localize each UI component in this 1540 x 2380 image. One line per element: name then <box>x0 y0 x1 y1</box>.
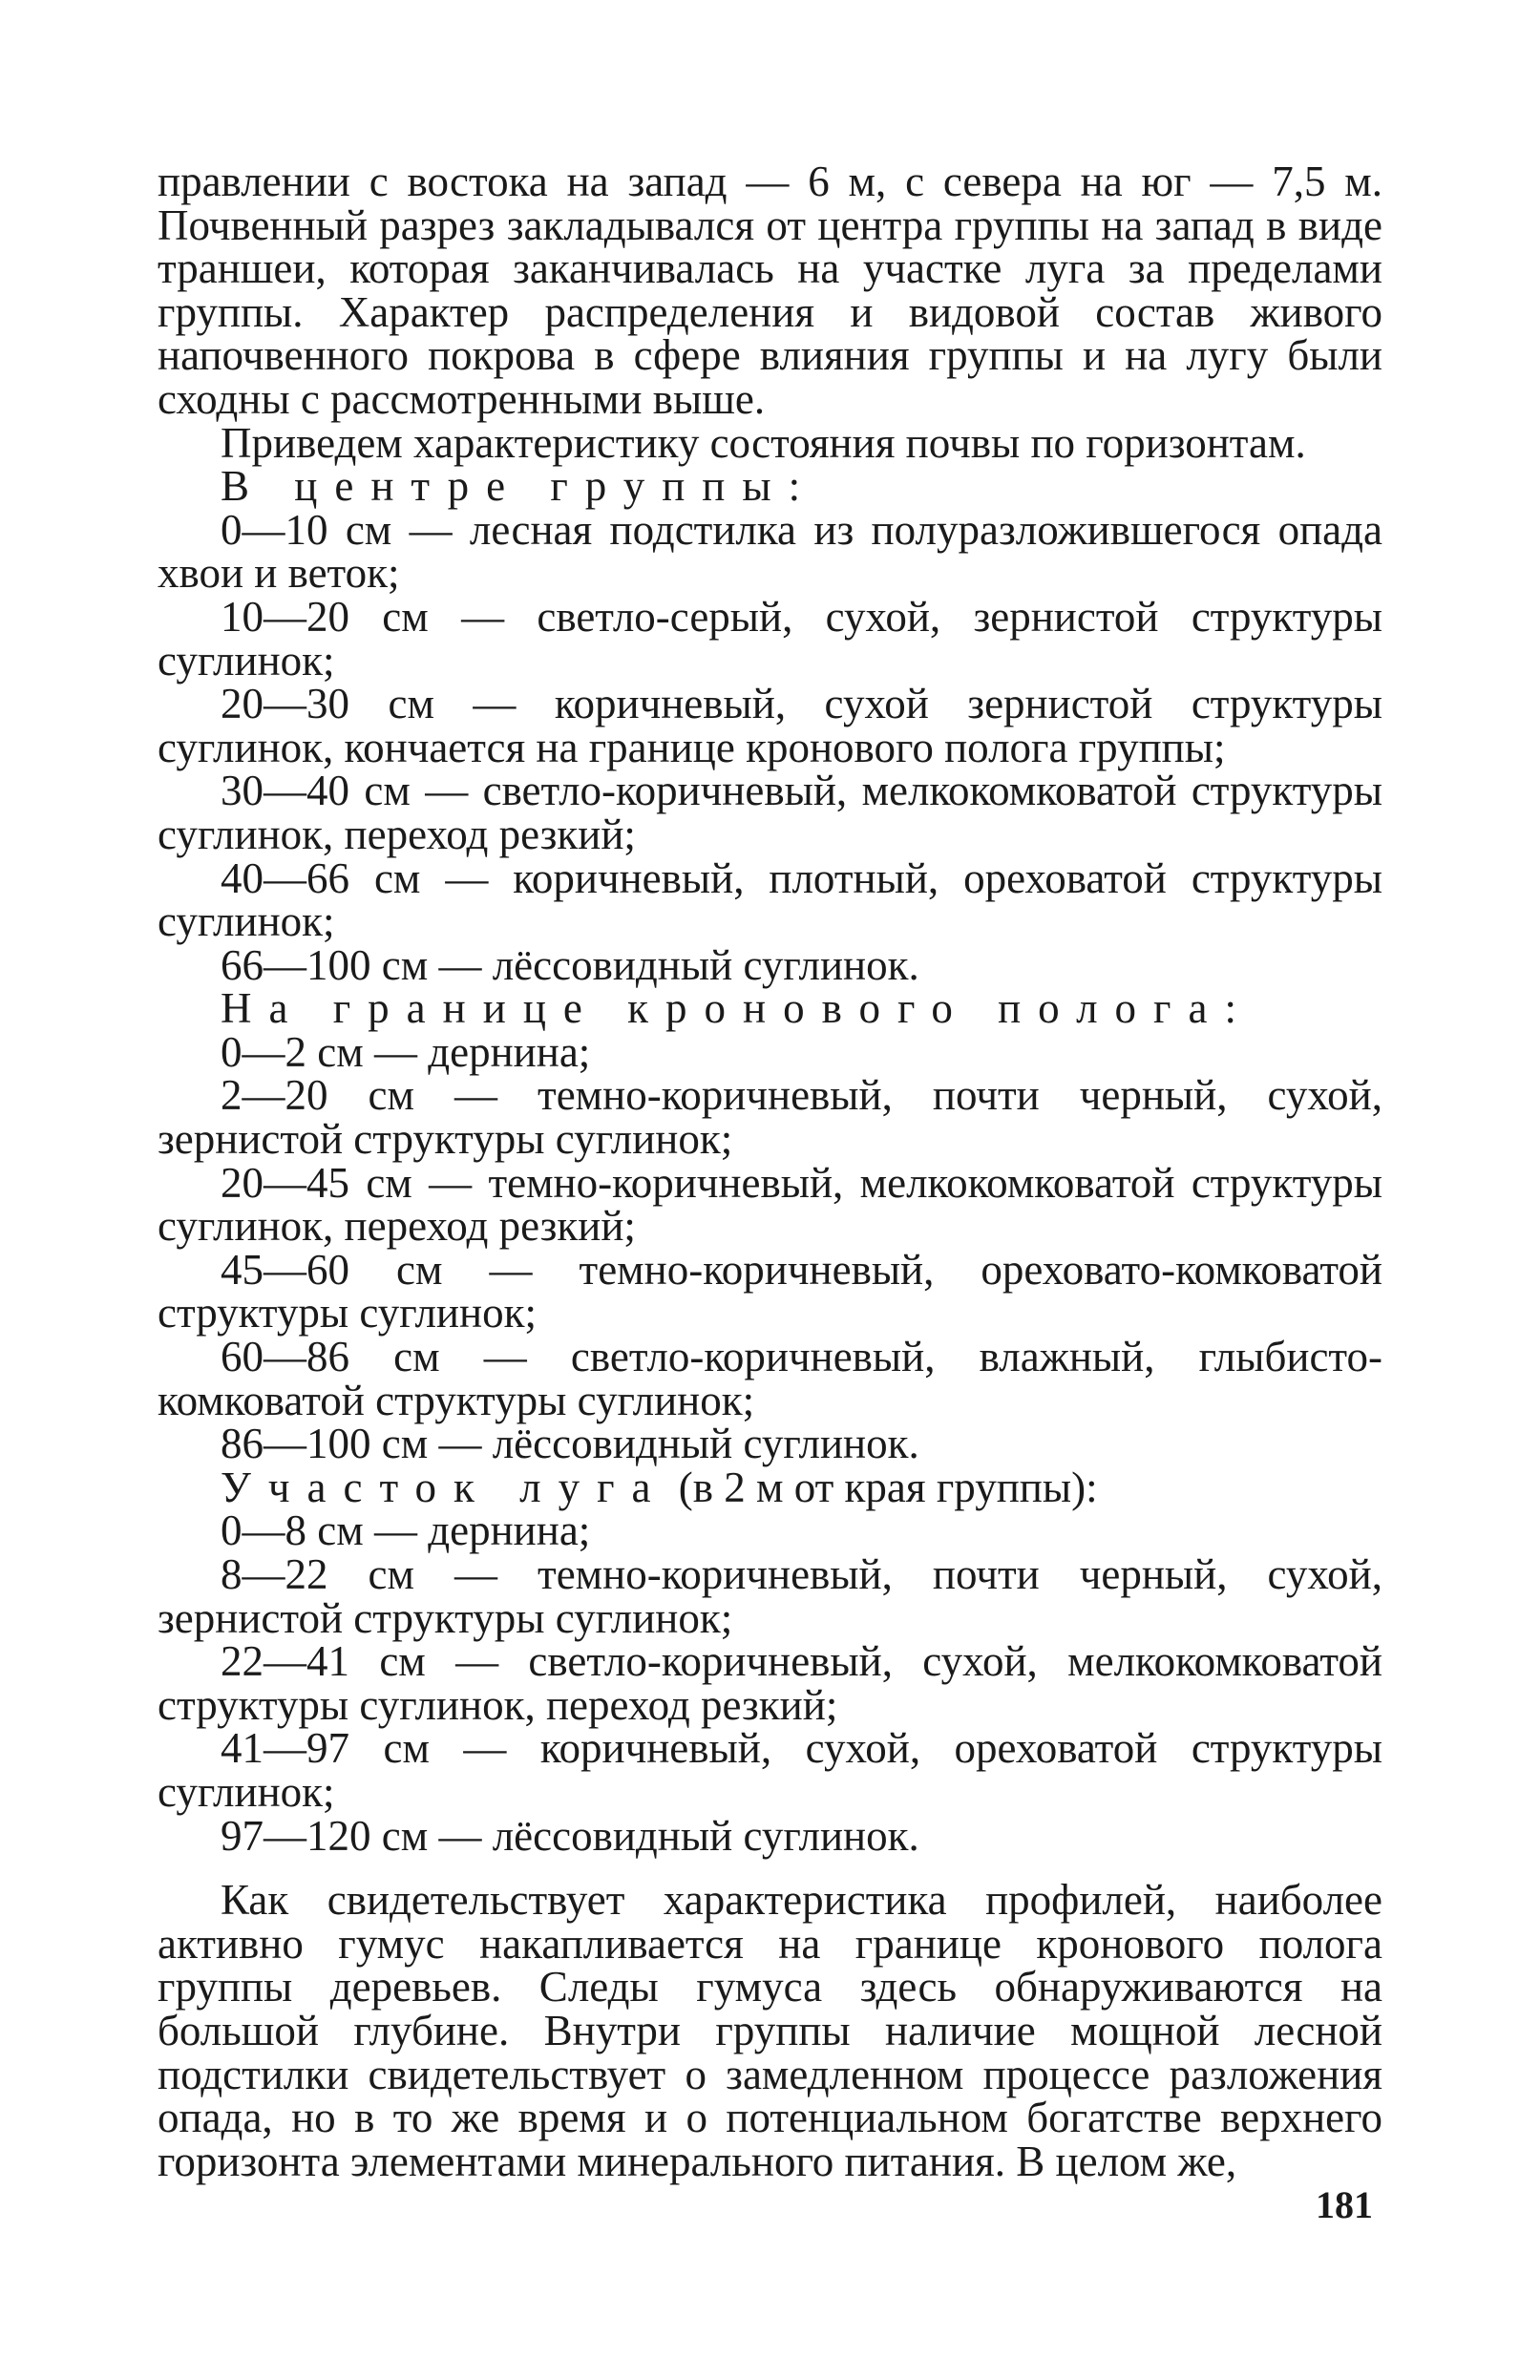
horizon-item: 10—20 см — светло-серый, сухой, зернистой структуры суглинок; <box>158 592 1382 685</box>
horizon-item: 0—2 см — дернина; <box>221 1027 591 1076</box>
horizon-item: 2—20 см — темно-коричневый, почти черный, сухой, зернистой структуры суглинок; <box>158 1071 1382 1164</box>
section-heading-rest: : <box>1224 984 1236 1033</box>
section-heading-spaced: Участок луга <box>221 1463 668 1511</box>
section-heading <box>158 984 1382 1033</box>
horizon-item: 41—97 см — коричневый, сухой, ореховатой структуры суглинок; <box>158 1724 1382 1816</box>
horizon-item: 66—100 см — лёссовидный суглинок. <box>221 940 919 989</box>
horizon-item: 20—30 см — коричневый, сухой зернистой структуры суглинок, кончается на границе кронового полога группы; <box>158 680 1382 771</box>
horizon-item: 60—86 см — светло-коричневый, влажный, глыбисто-комковатой структуры суглинок; <box>158 1333 1382 1424</box>
page-text <box>158 160 1382 2183</box>
section-center <box>158 462 1382 989</box>
section-heading-spaced: На границе кронового полога <box>221 984 1225 1033</box>
section-meadow <box>158 1463 1382 1860</box>
horizon-item: 86—100 см — лёссовидный суглинок. <box>221 1420 919 1468</box>
horizon-item: 97—120 см — лёссовидный суглинок. <box>221 1811 919 1860</box>
section-heading-rest: : <box>788 462 801 511</box>
page-number: 181 <box>1316 2183 1373 2226</box>
horizon-item: 0—10 см — лесная подстилка из полуразложившегося опада хвои и веток; <box>158 505 1382 598</box>
section-crown-edge <box>158 984 1382 1468</box>
horizon-item: 45—60 см — темно-коричневый, ореховато-комковатой структуры суглинок; <box>158 1245 1382 1337</box>
section-heading-rest: (в 2 м от края группы): <box>667 1463 1098 1511</box>
section-heading <box>158 1463 1382 1511</box>
horizon-item: 30—40 см — светло-коричневый, мелкокомковатой структуры суглинок, переход резкий; <box>158 767 1382 858</box>
conclusion-paragraph: Как свидетельствует характеристика профилей, наиболее активно гумус накапливается на границе кронового полога группы деревьев. Следы гумуса здесь обнаруживаются на большой глубине. Внутри группы наличие мощной лесной подстилки свидетельствует о замедленном процессе разложения опада, но в то же время и о потенциальном богатстве верхнего горизонта элементами минерального питания. В целом же, <box>158 1876 1382 2185</box>
lead-sentence: Приведем характеристику состояния почвы по горизонтам. <box>221 418 1306 467</box>
intro-paragraph: правлении с востока на запад — 6 м, с севера на юг — 7,5 м. Почвенный разрез закладывался от центра группы на запад в виде траншеи, которая заканчивалась на участке луга за пределами группы. Характер распределения и видовой состав живого напочвенного покрова в сфере влияния группы и на лугу были сходны с рассмотренными выше. <box>158 158 1382 423</box>
horizon-item: 20—45 см — темно-коричневый, мелкокомковатой структуры суглинок, переход резкий; <box>158 1158 1382 1251</box>
horizon-item: 22—41 см — светло-коричневый, сухой, мелкокомковатой структуры суглинок, переход резкий; <box>158 1637 1382 1729</box>
horizon-item: 0—8 см — дернина; <box>221 1506 591 1555</box>
horizon-item: 8—22 см — темно-коричневый, почти черный, сухой, зернистой структуры суглинок; <box>158 1550 1382 1642</box>
section-heading <box>158 462 1382 511</box>
horizon-item: 40—66 см — коричневый, плотный, ореховатой структуры суглинок; <box>158 853 1382 946</box>
section-heading-spaced: В центре группы <box>221 462 789 511</box>
